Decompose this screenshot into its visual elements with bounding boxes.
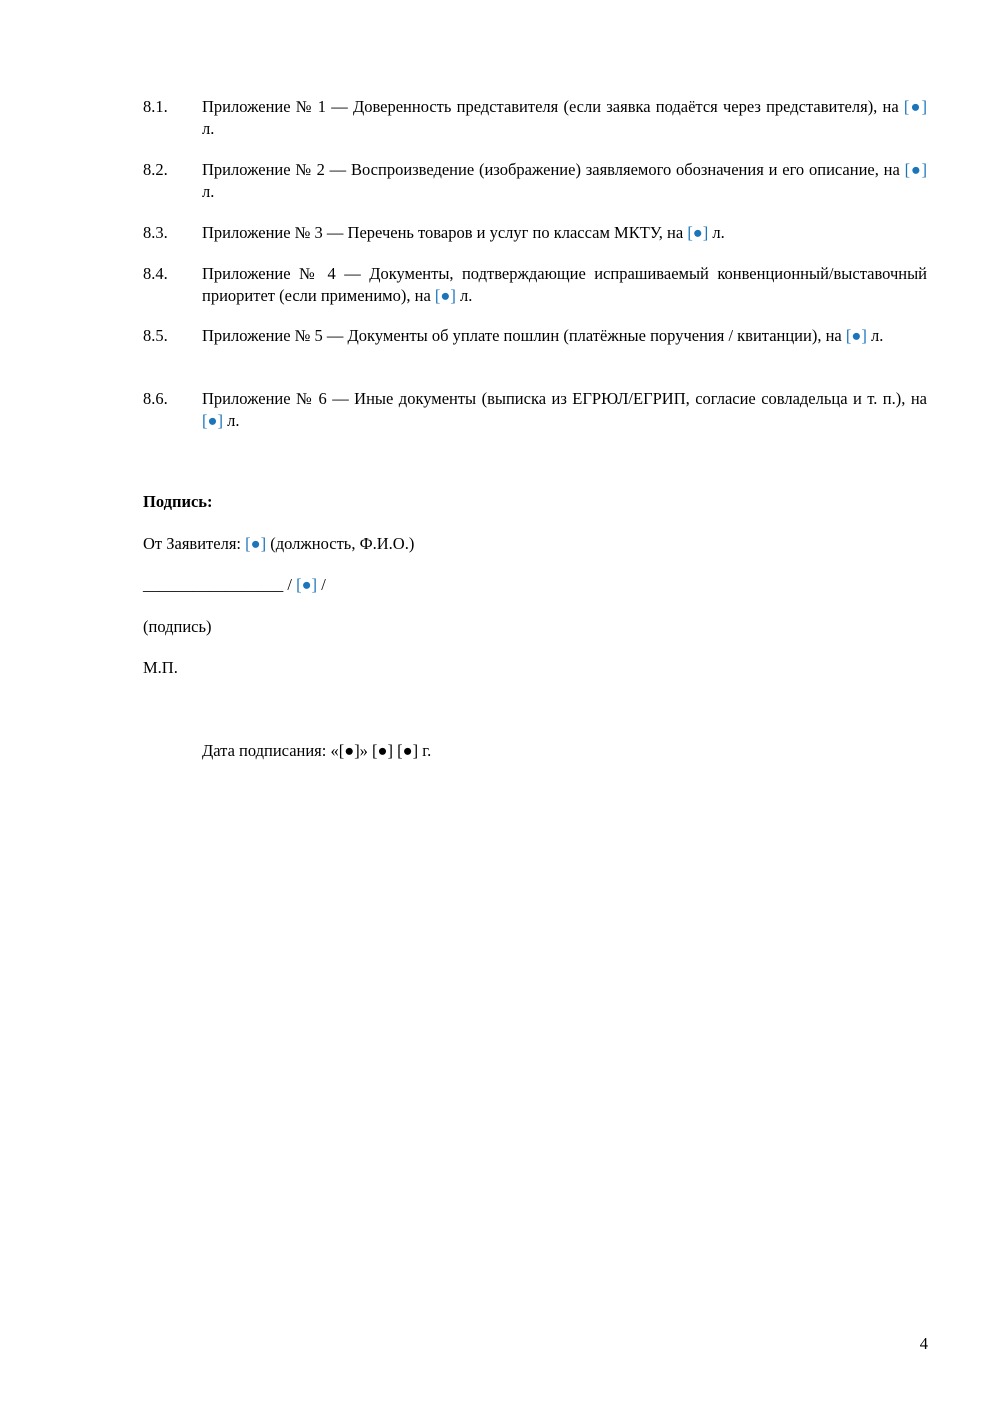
placeholder-field: [●] — [202, 410, 223, 430]
attachment-text: Приложение № 5 — Документы об уплате пошлин (платёжные поручения / квитанции), на [●] л. — [202, 326, 884, 345]
placeholder-field: [●] — [434, 285, 456, 305]
placeholder-field: [●] — [904, 160, 927, 179]
attachment-item-8-2 — [143, 159, 927, 202]
attachment-number: 8.1. — [143, 97, 168, 116]
page-number: 4 — [919, 1334, 928, 1353]
signature-heading: Подпись: — [143, 492, 213, 511]
placeholder-field: [●] — [687, 223, 709, 242]
signature-caption: (подпись) — [143, 617, 212, 636]
attachment-text: Приложение № 4 — Документы, подтверждающие испрашиваемый конвенционный/выставочный приоритет (если применимо), на [●] л. — [202, 264, 927, 305]
attachment-text: Приложение № 6 — Иные документы (выписка из ЕГРЮЛ/ЕГРИП, согласие совладельца и т. п.), на [●] л. — [202, 389, 927, 430]
attachment-number: 8.2. — [143, 160, 168, 179]
signature-blank: _________________ — [143, 575, 284, 594]
attachment-item-8-4 — [143, 263, 927, 306]
stamp-label: М.П. — [143, 658, 178, 677]
applicant-line: От Заявителя: [●] (должность, Ф.И.О.) — [143, 534, 415, 553]
placeholder-field: [●] — [245, 534, 267, 553]
placeholder-field: [●] — [903, 97, 927, 116]
attachment-text: Приложение № 2 — Воспроизведение (изображение) заявляемого обозначения и его описание, на [●] л. — [202, 160, 927, 201]
attachment-item-8-1 — [143, 96, 927, 139]
placeholder-field: [●] — [845, 326, 867, 345]
placeholder-field: [●] — [296, 575, 318, 594]
attachment-text: Приложение № 1 — Доверенность представителя (если заявка подаётся через представителя), на [●] л. — [202, 97, 927, 138]
attachment-item-8-5 — [143, 325, 927, 347]
signing-date: Дата подписания: «[●]» [●] [●] г. — [202, 741, 432, 760]
attachment-text: Приложение № 3 — Перечень товаров и услуг по классам МКТУ, на [●] л. — [202, 223, 725, 242]
attachment-item-8-3 — [143, 222, 927, 244]
attachment-number: 8.4. — [143, 264, 168, 283]
signature-line: _________________ / [●] / — [143, 575, 326, 594]
attachment-number: 8.6. — [143, 389, 168, 408]
attachment-number: 8.3. — [143, 223, 168, 242]
attachment-item-8-6 — [143, 388, 927, 431]
attachment-number: 8.5. — [143, 326, 168, 345]
